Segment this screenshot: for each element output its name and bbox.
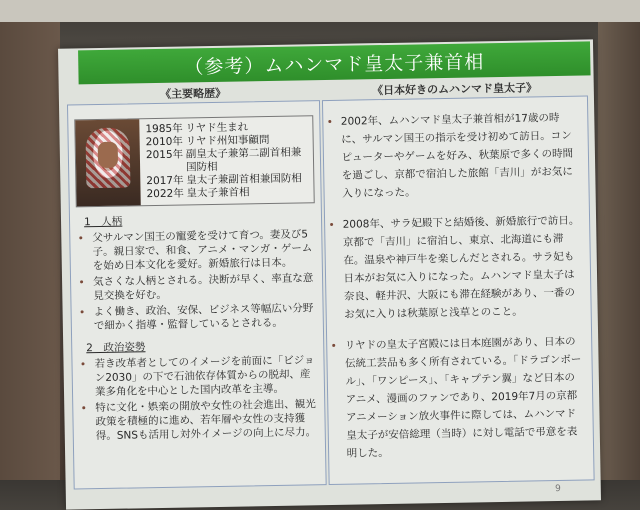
career-text: 副皇太子兼第二副首相兼国防相 [185, 146, 302, 174]
section-title: 2 政治姿勢 [86, 341, 146, 355]
career-heading: 《主要略歴》 [159, 86, 227, 101]
section-title: 1 人柄 [83, 215, 123, 229]
slide-columns [67, 79, 595, 489]
left-panel [67, 100, 326, 489]
bullet: • 特に文化・娯楽の開放や女性の社会進出、観光政策を積極的に進め、若年層や女性の支持獲得。SNSも活用し対外イメージの向上に尽力。 [95, 397, 318, 443]
bullet: • 2008年、サラ妃殿下と結婚後、新婚旅行で訪日。京都で「吉川」に宿泊し、東京、北海道にも滞在。温泉や神戸牛を楽しんだとされる。サラ妃も日本がお気に入りになった。ムハンマド皇太子は奈良、軽井沢、大阪にも滞在経験があり、一番のお気に入りは秋葉原と浅草とのこと。 [343, 212, 583, 324]
career-year: 2015年 [145, 148, 184, 162]
bullet: • 気さくな人柄とされる。決断が早く、率直な意見交換を好む。 [93, 271, 316, 303]
career-text: 皇太子兼副首相兼国防相 [186, 172, 302, 187]
right-column [321, 79, 594, 485]
japan-heading: 《日本好きのムハンマド皇太子》 [371, 81, 538, 98]
career-text: リヤド生まれ [185, 121, 249, 135]
page-number: 9 [554, 483, 561, 495]
right-panel [322, 95, 595, 485]
career-year: 2010年 [145, 135, 183, 149]
career-item [146, 146, 309, 175]
wall-right [598, 22, 640, 480]
career-text: リヤド州知事顧問 [185, 134, 270, 148]
bullet: • 2002年、ムハンマド皇太子兼首相が17歳の時に、サルマン国王の指示を受け初めて訪日。コンピューターやゲームを好み、秋葉原で多くの時間を過ごし、京都で宿泊した旅館「吉川」がお気に入りになった。 [341, 109, 581, 203]
bullet: • リヤドの皇太子宮殿には日本庭園があり、日本の伝統工芸品も多く所有されている。「ドラゴンボール」、「ワンピース」、「キャプテン翼」など日本のアニメ、漫画のファンであり、2019年7月の京都アニメーション放火事件に際しては、ムハンマド皇太子が安倍総理（当時）に対し電話で弔意を表明した。 [345, 333, 586, 463]
projected-slide [58, 39, 601, 509]
career-box [74, 115, 314, 207]
bullet: • よく働き、政治、安保、ビジネス等幅広い分野で細かく指導・監督しているとされる。 [93, 301, 316, 333]
japan-list [323, 109, 586, 463]
bullet: • 若き改革者としてのイメージを前面に「ビジョン2030」の下で石油依存体質からの脱却、産業多角化を中心とした国内改革を主導。 [94, 353, 317, 399]
left-column [67, 84, 327, 489]
career-item [146, 185, 309, 201]
portrait-photo [75, 119, 140, 206]
slide-title: （参考）ムハンマド皇太子兼首相 [78, 41, 591, 84]
wall-left [0, 22, 60, 480]
personality-section [76, 211, 317, 333]
career-year: 1985年 [145, 122, 183, 136]
career-list [139, 116, 313, 205]
career-text: 皇太子兼首相 [186, 186, 250, 200]
bullet: • 父サルマン国王の寵愛を受けて育つ。妻及び5子。親日家で、和食、アニメ・マンガ・ゲームを始め日本文化を愛好。新婚旅行は日本。 [92, 227, 315, 273]
career-year: 2017年 [146, 174, 184, 188]
ceiling [0, 0, 640, 22]
career-year: 2022年 [146, 187, 184, 201]
politics-section [78, 337, 318, 443]
